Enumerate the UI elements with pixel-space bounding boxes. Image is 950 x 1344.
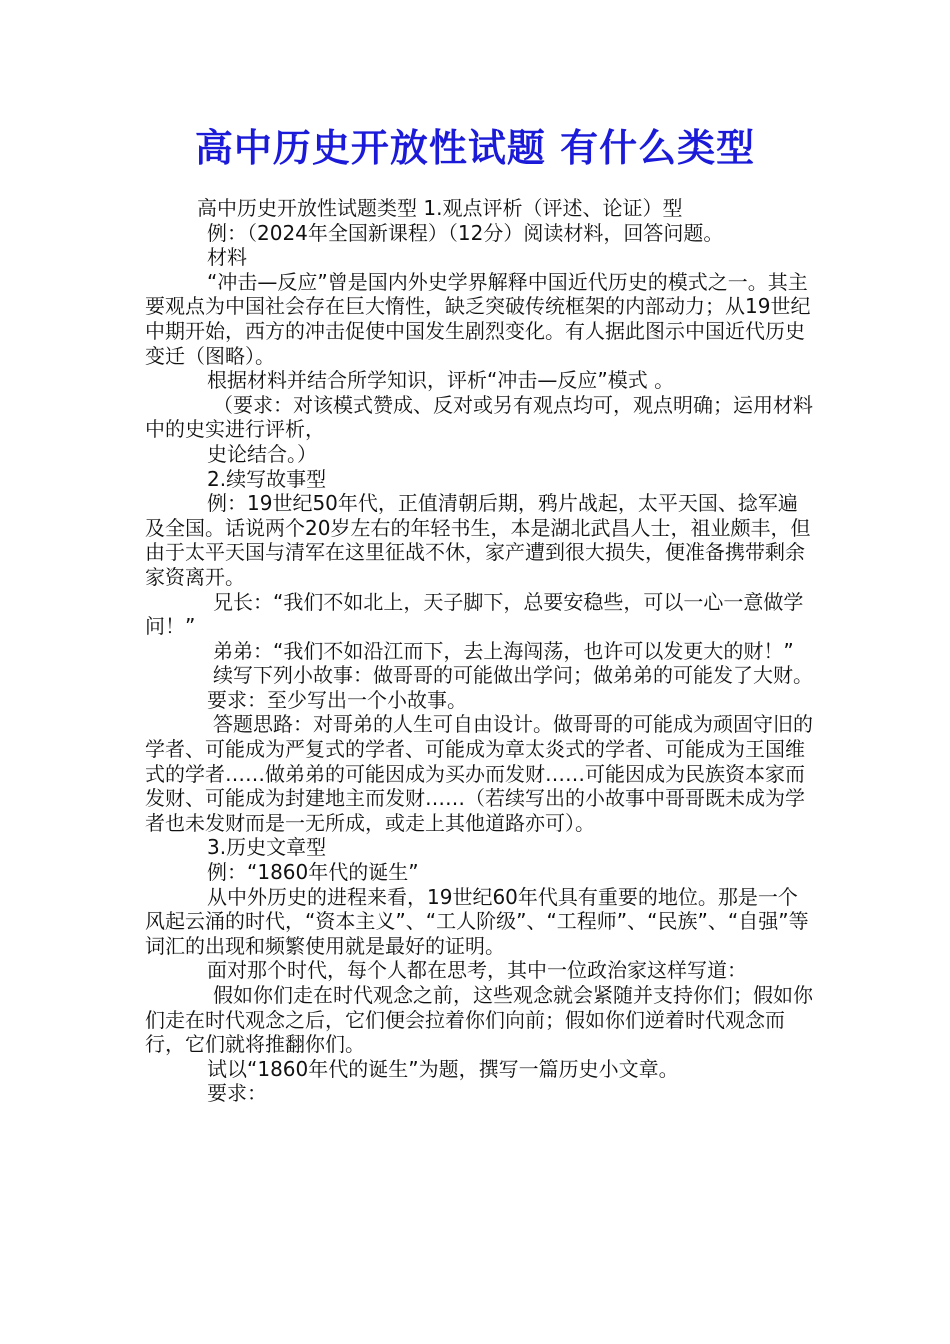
paragraph-17: 从中外历史的进程来看，19世纪60年代具有重要的地位。那是一个风起云涌的时代，“资本主义”、“工人阶级”、“工程师”、“民族”、“自强”等词汇的出现和频繁使用就是最好的证明。 — [145, 884, 809, 958]
paragraph-3: 材料 — [207, 245, 247, 270]
paragraph-15: 3.历史文章型 — [207, 835, 327, 860]
paragraph-7: 史论结合。） — [207, 441, 317, 466]
paragraph-21: 要求： — [207, 1081, 267, 1106]
paragraph-11: 弟弟：“我们不如沿江而下，去上海闯荡，也许可以发更大的财！” — [213, 638, 794, 663]
paragraph-10: 兄长：“我们不如北上，天子脚下，总要安稳些，可以一心一意做学问！” — [145, 589, 804, 639]
paragraph-12: 续写下列小故事：做哥哥的可能做出学问；做弟弟的可能发了大财。 — [213, 663, 813, 688]
paragraph-9: 例：19世纪50年代，正值清朝后期，鸦片战起，太平天国、捻军遍及全国。话说两个20岁左右的年轻书生，本是湖北武昌人士，祖业颇丰，但由于太平天国与清军在这里征战不休，家产遭到很大损失，便准备携带剩余家资离开。 — [145, 491, 811, 589]
paragraph-19: 假如你们走在时代观念之前，这些观念就会紧随并支持你们；假如你们走在时代观念之后，它们便会拉着你们向前；假如你们逆着时代观念而行，它们就将推翻你们。 — [145, 983, 813, 1057]
paragraph-16: 例：“1860年代的诞生” — [207, 860, 419, 885]
paragraph-14: 答题思路：对哥弟的人生可自由设计。做哥哥的可能成为顽固守旧的学者、可能成为严复式的学者、可能成为章太炎式的学者、可能成为王国维式的学者……做弟弟的可能因成为买办而发财……可能因成为民族资本家而发财、可能成为封建地主而发财……（若续写出的小故事中哥哥既未成为学者也未发财而是一无所成，或走上其他道路亦可）。 — [145, 712, 813, 835]
paragraph-4: “冲击—反应”曾是国内外史学界解释中国近代历史的模式之一。其主要观点为中国社会存在巨大惰性，缺乏突破传统框架的内部动力；从19世纪中期开始，西方的冲击促使中国发生剧烈变化。有人据此图示中国近代历史变迁（图略）。 — [145, 269, 811, 368]
document-title: 高中历史开放性试题 有什么类型 — [194, 125, 756, 170]
paragraph-1: 高中历史开放性试题类型 1.观点评析（评述、论证）型 — [197, 196, 683, 220]
paragraph-20: 试以“1860年代的诞生”为题，撰写一篇历史小文章。 — [207, 1056, 679, 1081]
document-body — [145, 196, 817, 1106]
paragraph-5: 根据材料并结合所学知识，评析“冲击—反应”模式 。 — [207, 368, 675, 393]
paragraph-2: 例：（2024年全国新课程）（12分）阅读材料，回答问题。 — [207, 220, 724, 245]
paragraph-18: 面对那个时代，每个人都在思考，其中一位政治家这样写道： — [207, 958, 747, 983]
paragraph-6: （要求：对该模式赞成、反对或另有观点均可，观点明确；运用材料中的史实进行评析， — [145, 392, 813, 442]
paragraph-8: 2.续写故事型 — [207, 466, 327, 491]
paragraph-13: 要求：至少写出一个小故事。 — [207, 687, 467, 712]
